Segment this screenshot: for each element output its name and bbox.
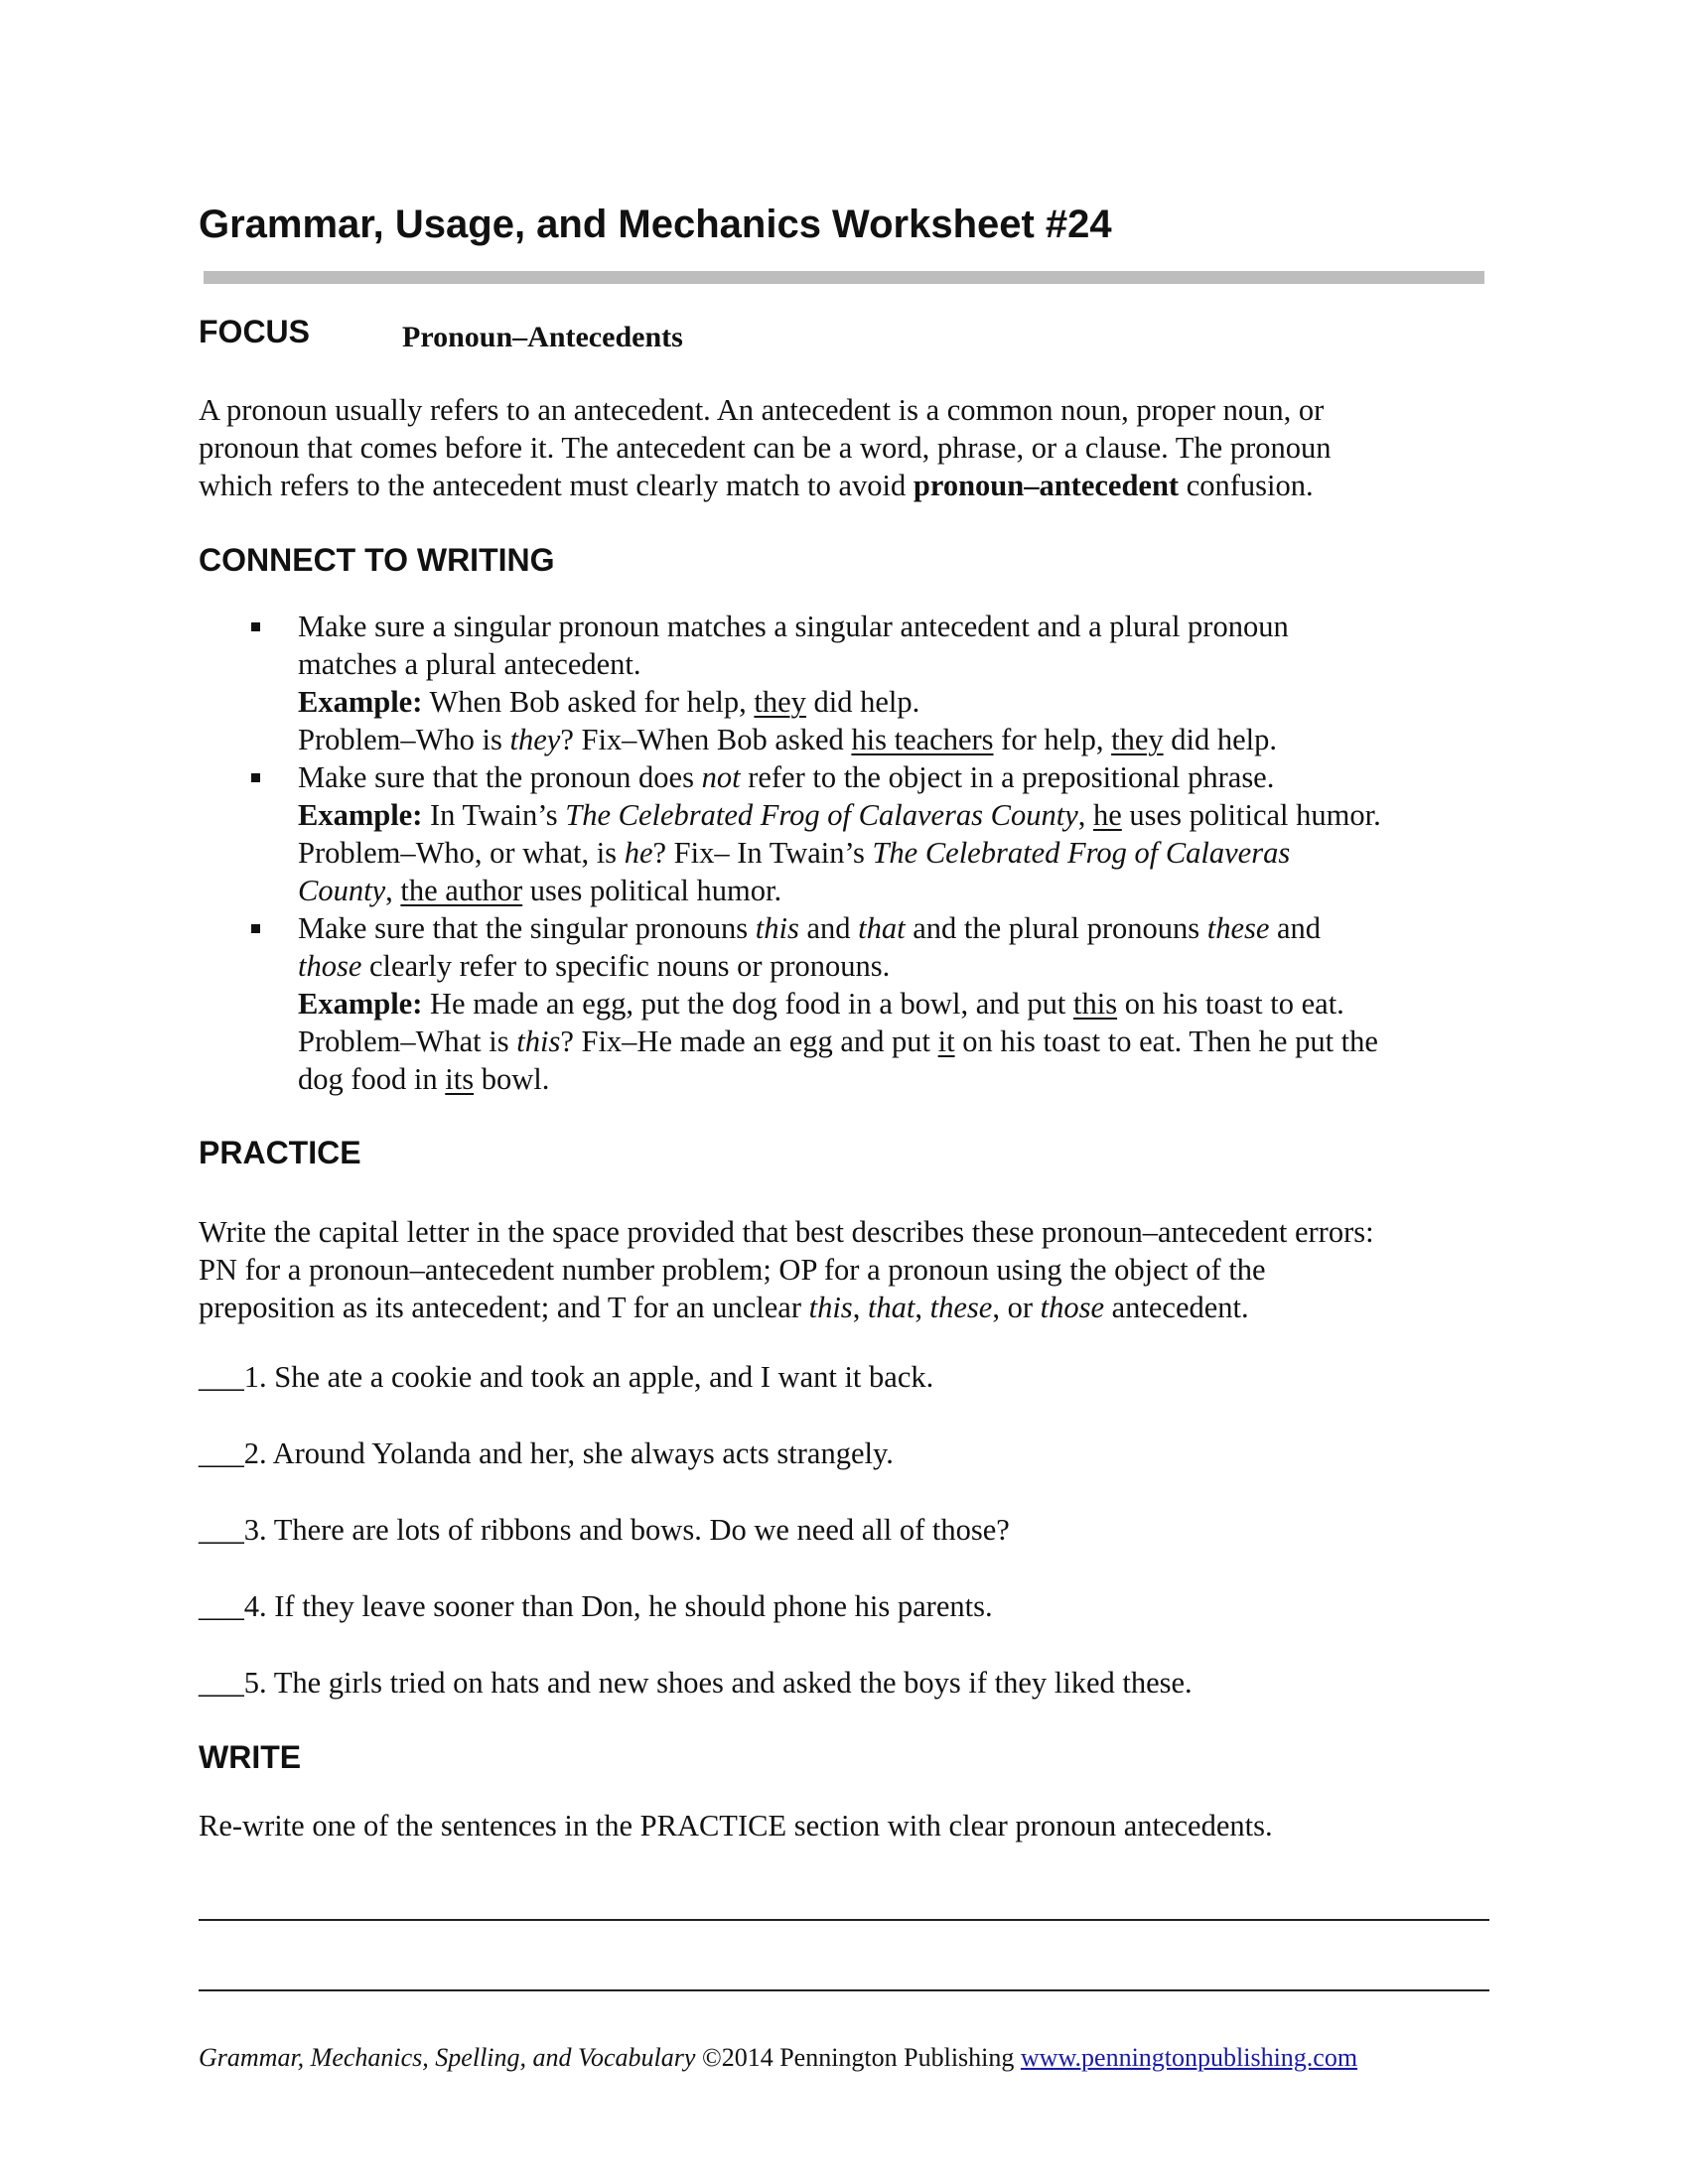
practice-instr-line-3: preposition as its antecedent; and T for an unclear this, that, these, or those antecedent. — [199, 1291, 1249, 1324]
bullet-square-icon — [251, 622, 260, 631]
write-heading: WRITE — [199, 1739, 302, 1775]
list-item: Make sure that the singular pronouns this and that and the plural pronouns these and those clearly refer to specific nouns or pronouns. Example: He made an egg, put the dog food in a bowl, and put this on his toast to eat. Problem–What is this? Fix–He made an egg and put it on his toast to eat. Then he put the dog food in its bowl. — [199, 909, 1381, 1098]
focus-topic: Pronoun–Antecedents — [402, 321, 683, 353]
answer-line-1[interactable] — [199, 1919, 1489, 1921]
bullet-square-icon — [251, 924, 260, 933]
footer-copyright: ©2014 Pennington Publishing — [695, 2043, 1021, 2072]
answer-line-2[interactable] — [199, 1989, 1489, 1991]
intro-line-3: which refers to the antecedent must clearly match to avoid pronoun–antecedent confusion. — [199, 469, 1314, 502]
footer-book-title: Grammar, Mechanics, Spelling, and Vocabulary — [199, 2043, 696, 2072]
list-item: Make sure a singular pronoun matches a singular antecedent and a plural pronoun matches a plural antecedent. Example: When Bob asked for help, they did help. Problem–Who is they? Fix–When Bob asked his teachers for help, they did help. — [199, 608, 1381, 758]
practice-instr-line-2: PN for a pronoun–antecedent number problem; OP for a pronoun using the object of the — [199, 1253, 1266, 1287]
connect-list — [199, 608, 1381, 1098]
intro-line-1: A pronoun usually refers to an antecedent. An antecedent is a common noun, proper noun, or — [199, 393, 1325, 427]
list-item: Make sure that the pronoun does not refer to the object in a prepositional phrase. Example: In Twain’s The Celebrated Frog of Calaveras County, he uses political humor. Problem–Who, or what, is he? Fix– In Twain’s The Celebrated Frog of Calaveras County, the author uses political humor. — [199, 758, 1381, 909]
practice-item-4[interactable]: ___4. If they leave sooner than Don, he should phone his parents. — [199, 1589, 993, 1623]
key-term: pronoun–antecedent — [913, 469, 1180, 502]
practice-item-2[interactable]: ___2. Around Yolanda and her, she always acts strangely. — [199, 1436, 894, 1470]
practice-item-3[interactable]: ___3. There are lots of ribbons and bows. Do we need all of those? — [199, 1513, 1010, 1547]
worksheet-title: Grammar, Usage, and Mechanics Worksheet #24 — [199, 203, 1112, 246]
practice-instr-line-1: Write the capital letter in the space provided that best describes these pronoun–antecedent errors: — [199, 1215, 1374, 1249]
practice-item-1[interactable]: ___1. She ate a cookie and took an apple, and I want it back. — [199, 1360, 934, 1394]
connect-heading: CONNECT TO WRITING — [199, 542, 555, 578]
title-divider — [204, 271, 1484, 284]
footer — [199, 2043, 1357, 2073]
publisher-link[interactable]: www.penningtonpublishing.com — [1020, 2043, 1358, 2072]
focus-label: FOCUS — [199, 314, 310, 349]
intro-line-2: pronoun that comes before it. The antecedent can be a word, phrase, or a clause. The pronoun — [199, 431, 1332, 465]
write-instruction: Re-write one of the sentences in the PRACTICE section with clear pronoun antecedents. — [199, 1809, 1273, 1843]
practice-heading: PRACTICE — [199, 1135, 361, 1170]
practice-item-5[interactable]: ___5. The girls tried on hats and new shoes and asked the boys if they liked these. — [199, 1666, 1193, 1700]
bullet-square-icon — [251, 773, 260, 782]
